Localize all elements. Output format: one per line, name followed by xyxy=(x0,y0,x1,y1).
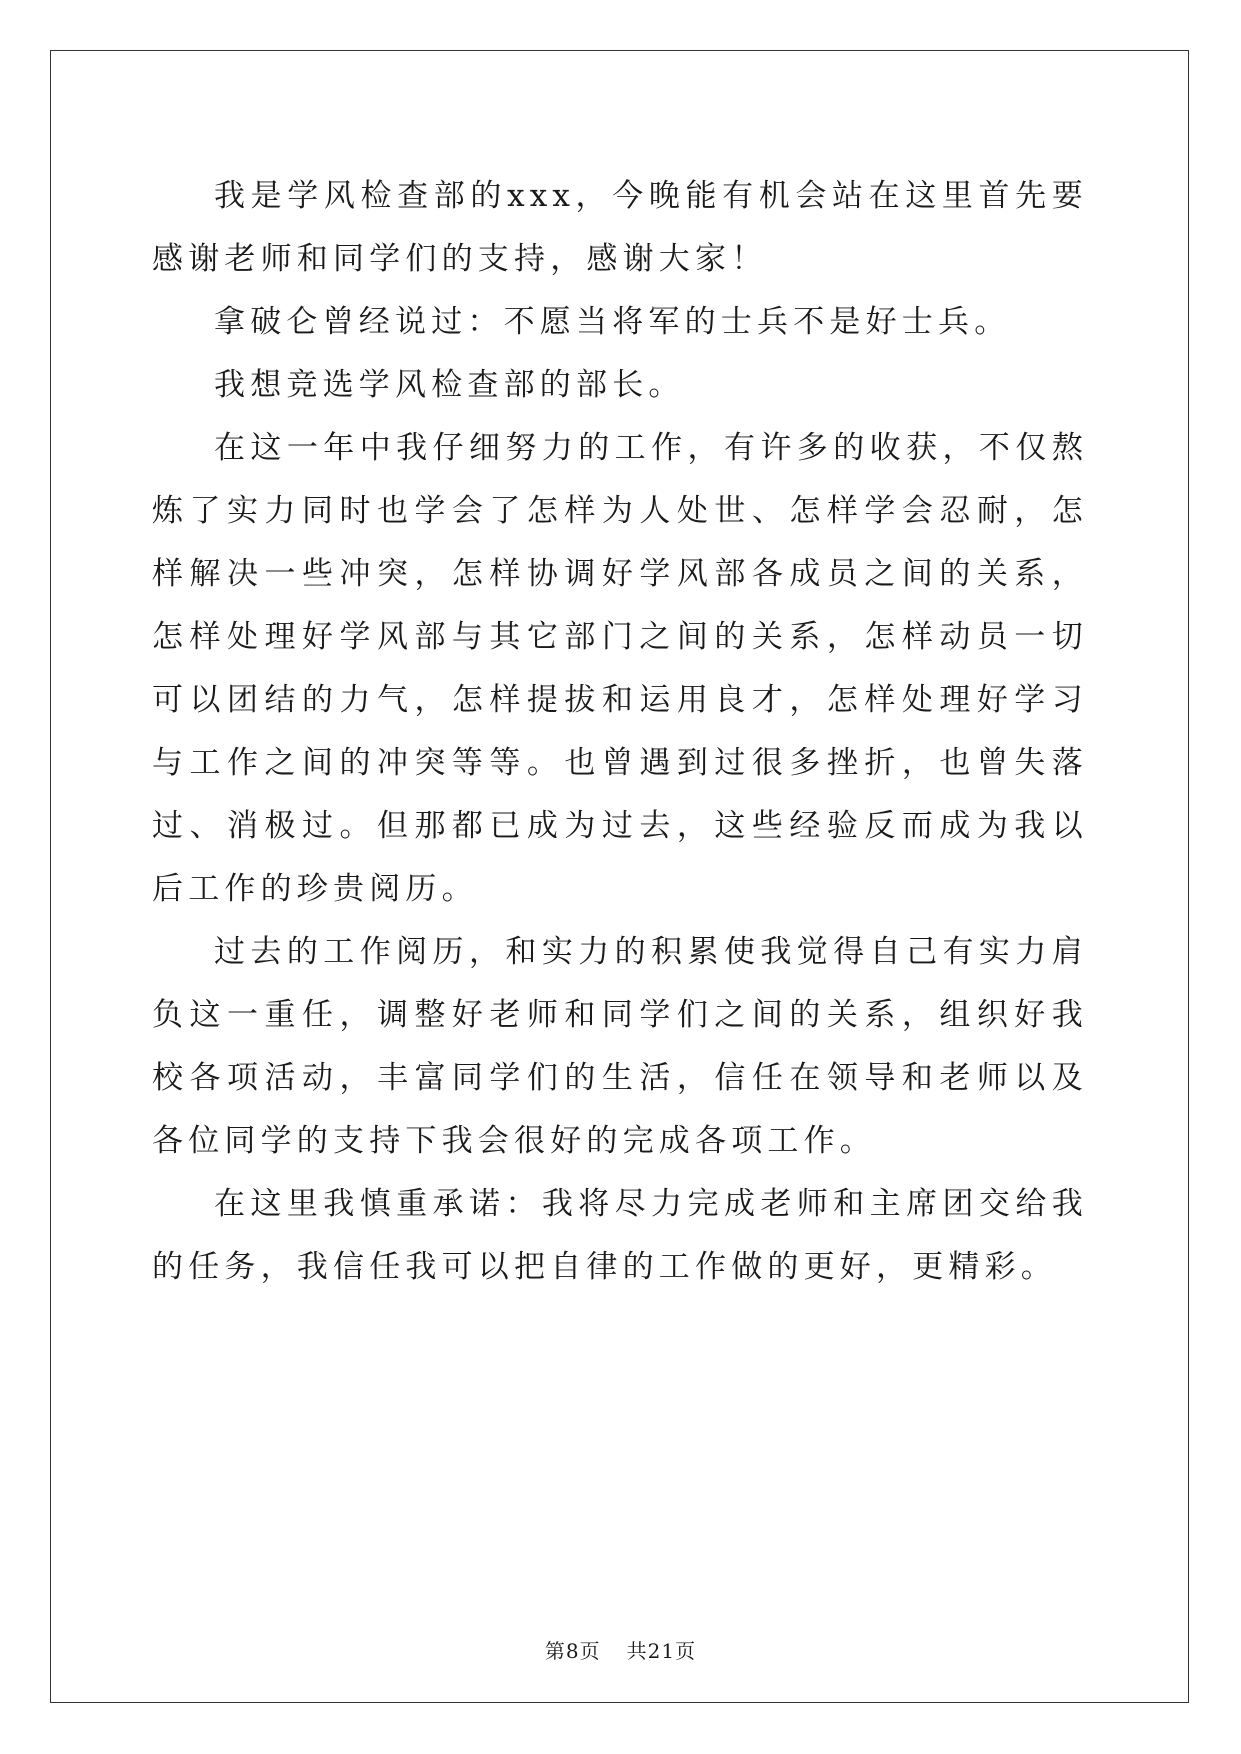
paragraph: 拿破仑曾经说过：不愿当将军的士兵不是好士兵。 xyxy=(214,304,1011,340)
paragraph: 在这一年中我仔细努力的工作，有许多的收获，不仅熬炼了实力同时也学会了怎样为人处世、怎样学会忍耐，怎样解决一些冲突，怎样协调好学风部各成员之间的关系，怎样处理好学风部与其它部门之间的关系，怎样动员一切可以团结的力气，怎样提拔和运用良才，怎样处理好学习与工作之间的冲突等等。也曾遇到过很多挫折，也曾失落过、消极过。但那都已成为过去，这些经验反而成为我以后工作的珍贵阅历。 xyxy=(152,430,1088,907)
paragraph: 在这里我慎重承诺：我将尽力完成老师和主席团交给我的任务，我信任我可以把自律的工作做的更好，更精彩。 xyxy=(152,1186,1088,1285)
paragraph: 我想竞选学风检查部的部长。 xyxy=(214,367,685,403)
paragraph: 我是学风检查部的xxx，今晚能有机会站在这里首先要感谢老师和同学们的支持，感谢大家！ xyxy=(152,178,1088,277)
page-footer xyxy=(0,1635,1241,1664)
document-body xyxy=(152,165,1088,1299)
page-number-current: 第8页 xyxy=(544,1639,601,1663)
page-number-total: 共21页 xyxy=(626,1639,697,1663)
paragraph: 过去的工作阅历，和实力的积累使我觉得自己有实力肩负这一重任，调整好老师和同学们之间的关系，组织好我校各项活动，丰富同学们的生活，信任在领导和老师以及各位同学的支持下我会很好的完成各项工作。 xyxy=(152,934,1088,1159)
